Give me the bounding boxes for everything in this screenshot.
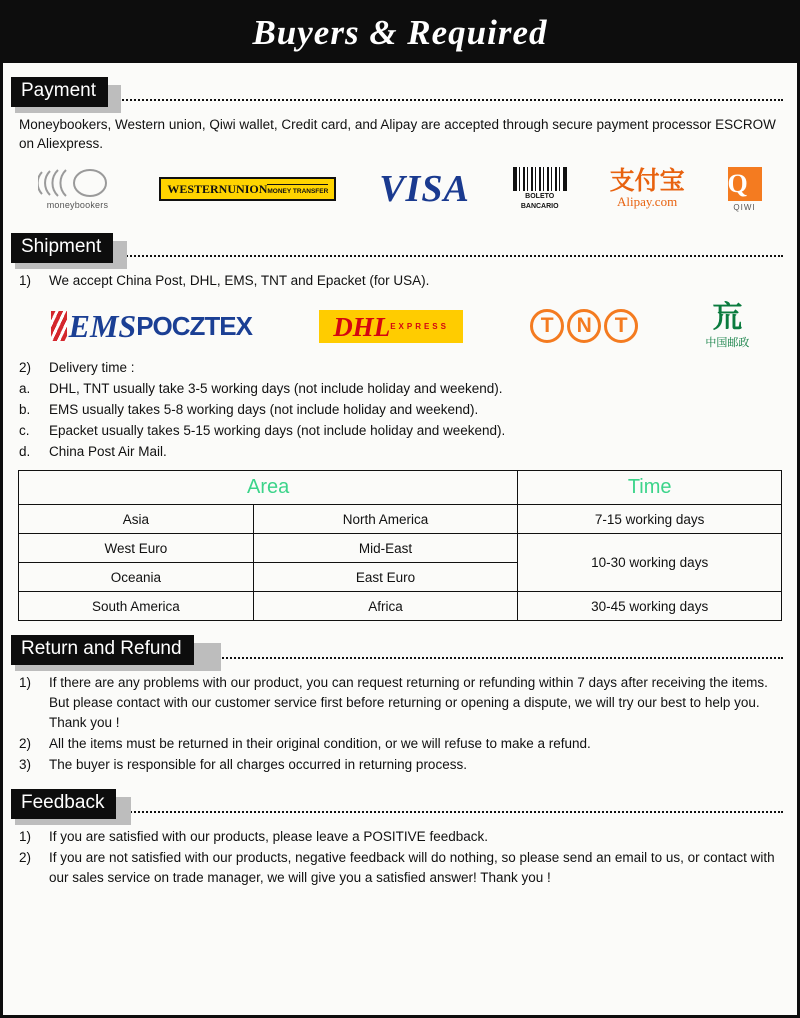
tnt-letter-1: T [530,309,564,343]
table-cell-area-2: Mid-East [253,534,518,563]
table-row [19,505,782,534]
boleto-line2: BANCARIO [520,203,559,210]
list-text: If you are not satisfied with our products, negative feedback will do nothing, so please send an email to us, or contact with our sales service on trade manager, we will give you a satisfied answer! Thank you ! [49,850,775,885]
china-post-mark-icon: 巟 [712,299,743,335]
section-header-feedback [3,789,797,819]
shipment-item-1 [3,271,797,291]
shipment-delivery-list [3,358,797,462]
section-title-payment: Payment [11,77,108,107]
section-title-return: Return and Refund [11,635,194,665]
table-header-area: Area [19,471,518,505]
visa-logo: VISA [379,168,470,210]
table-cell-time: 30-45 working days [518,592,782,621]
feedback-list [3,827,797,888]
barcode-icon [513,167,567,191]
china-post-logo [705,299,750,350]
list-text: Delivery time : [49,360,135,375]
payment-logo-row [3,157,797,219]
list-marker: 2) [19,360,32,375]
section-header-return [3,635,797,665]
list-marker: 3) [19,757,32,772]
boleto-bancario-logo [513,167,567,211]
list-marker: 2) [19,850,32,865]
alipay-chinese-label: 支付宝 [609,166,685,195]
table-row [19,592,782,621]
list-marker: c. [19,423,30,438]
list-marker: 1) [19,829,32,844]
table-cell-area-2: East Euro [253,563,518,592]
boleto-line1: BOLETO [525,193,555,200]
list-marker: 1) [19,675,32,690]
list-marker: a. [19,381,31,396]
table-cell-area-1: South America [19,592,254,621]
dhl-sub-label: EXPRESS [390,322,449,331]
tnt-letter-2: N [567,309,601,343]
ems-pocztex-logo [51,308,252,345]
table-cell-area-1: Asia [19,505,254,534]
list-text: DHL, TNT usually take 3-5 working days (not include holiday and weekend). [49,381,503,396]
list-text: Epacket usually takes 5-15 working days (not include holiday and weekend). [49,423,506,438]
moneybookers-logo [38,168,116,210]
table-cell-area-2: North America [253,505,518,534]
table-row [19,534,782,563]
alipay-logo [610,168,685,210]
tnt-logo [530,309,638,343]
qiwi-mark-icon [728,167,762,201]
list-text: We accept China Post, DHL, EMS, TNT and Epacket (for USA). [49,273,430,288]
header-dotted-rule [11,99,783,101]
shipment-logo-row [3,292,797,358]
pocztex-label: POCZTEX [136,310,252,341]
moneybookers-label: moneybookers [46,200,109,210]
section-header-shipment [3,233,797,263]
page-title: Buyers & Required [252,13,548,52]
qiwi-letter: Q [727,168,748,198]
list-text: If you are satisfied with our products, please leave a POSITIVE feedback. [49,829,488,844]
list-text: All the items must be returned in their original condition, or we will refuse to make a refund. [49,736,591,751]
western-union-logo [159,177,336,201]
section-title-shipment: Shipment [11,233,113,263]
table-cell-time: 7-15 working days [518,505,782,534]
list-marker: 1) [19,273,32,288]
table-cell-area-2: Africa [253,592,518,621]
dhl-logo [319,310,463,343]
list-marker: d. [19,444,31,459]
list-text: China Post Air Mail. [49,444,167,459]
list-marker: b. [19,402,31,417]
table-cell-area-1: West Euro [19,534,254,563]
table-header-time: Time [518,471,782,505]
document-banner [3,3,797,63]
list-text: If there are any problems with our product, you can request returning or refunding within 7 days after receiving the items. But please contact with our customer service first before returning or opening a dispute, we will try our best to help you. Thank you ! [49,675,768,730]
western-union-line1: WESTERN [167,182,228,196]
china-post-label: 中国邮政 [705,335,750,349]
table-header-row [19,471,782,505]
list-marker: 2) [19,736,32,751]
section-title-feedback: Feedback [11,789,116,819]
ems-label: EMS [68,307,137,344]
qiwi-label: QIWI [733,202,756,212]
moneybookers-arcs-icon [38,168,116,198]
western-union-line2: UNION [227,182,268,196]
table-cell-area-1: Oceania [19,563,254,592]
section-header-payment [3,77,797,107]
tnt-letter-3: T [604,309,638,343]
list-text: EMS usually takes 5-8 working days (not include holiday and weekend). [49,402,479,417]
qiwi-logo [728,167,762,212]
alipay-english-label: Alipay.com [617,194,678,209]
shipping-time-table [18,470,782,621]
list-text: The buyer is responsible for all charges occurred in returning process. [49,757,467,772]
dhl-label: DHL [333,311,391,342]
payment-description: Moneybookers, Western union, Qiwi wallet, Credit card, and Alipay are accepted through secure payment processor ESCROW on Aliexpress. [19,117,776,151]
table-cell-time: 10-30 working days [518,534,782,592]
return-list [3,673,797,775]
western-union-line3: MONEY TRANSFER [267,184,328,197]
ems-stripes-icon [51,311,67,341]
